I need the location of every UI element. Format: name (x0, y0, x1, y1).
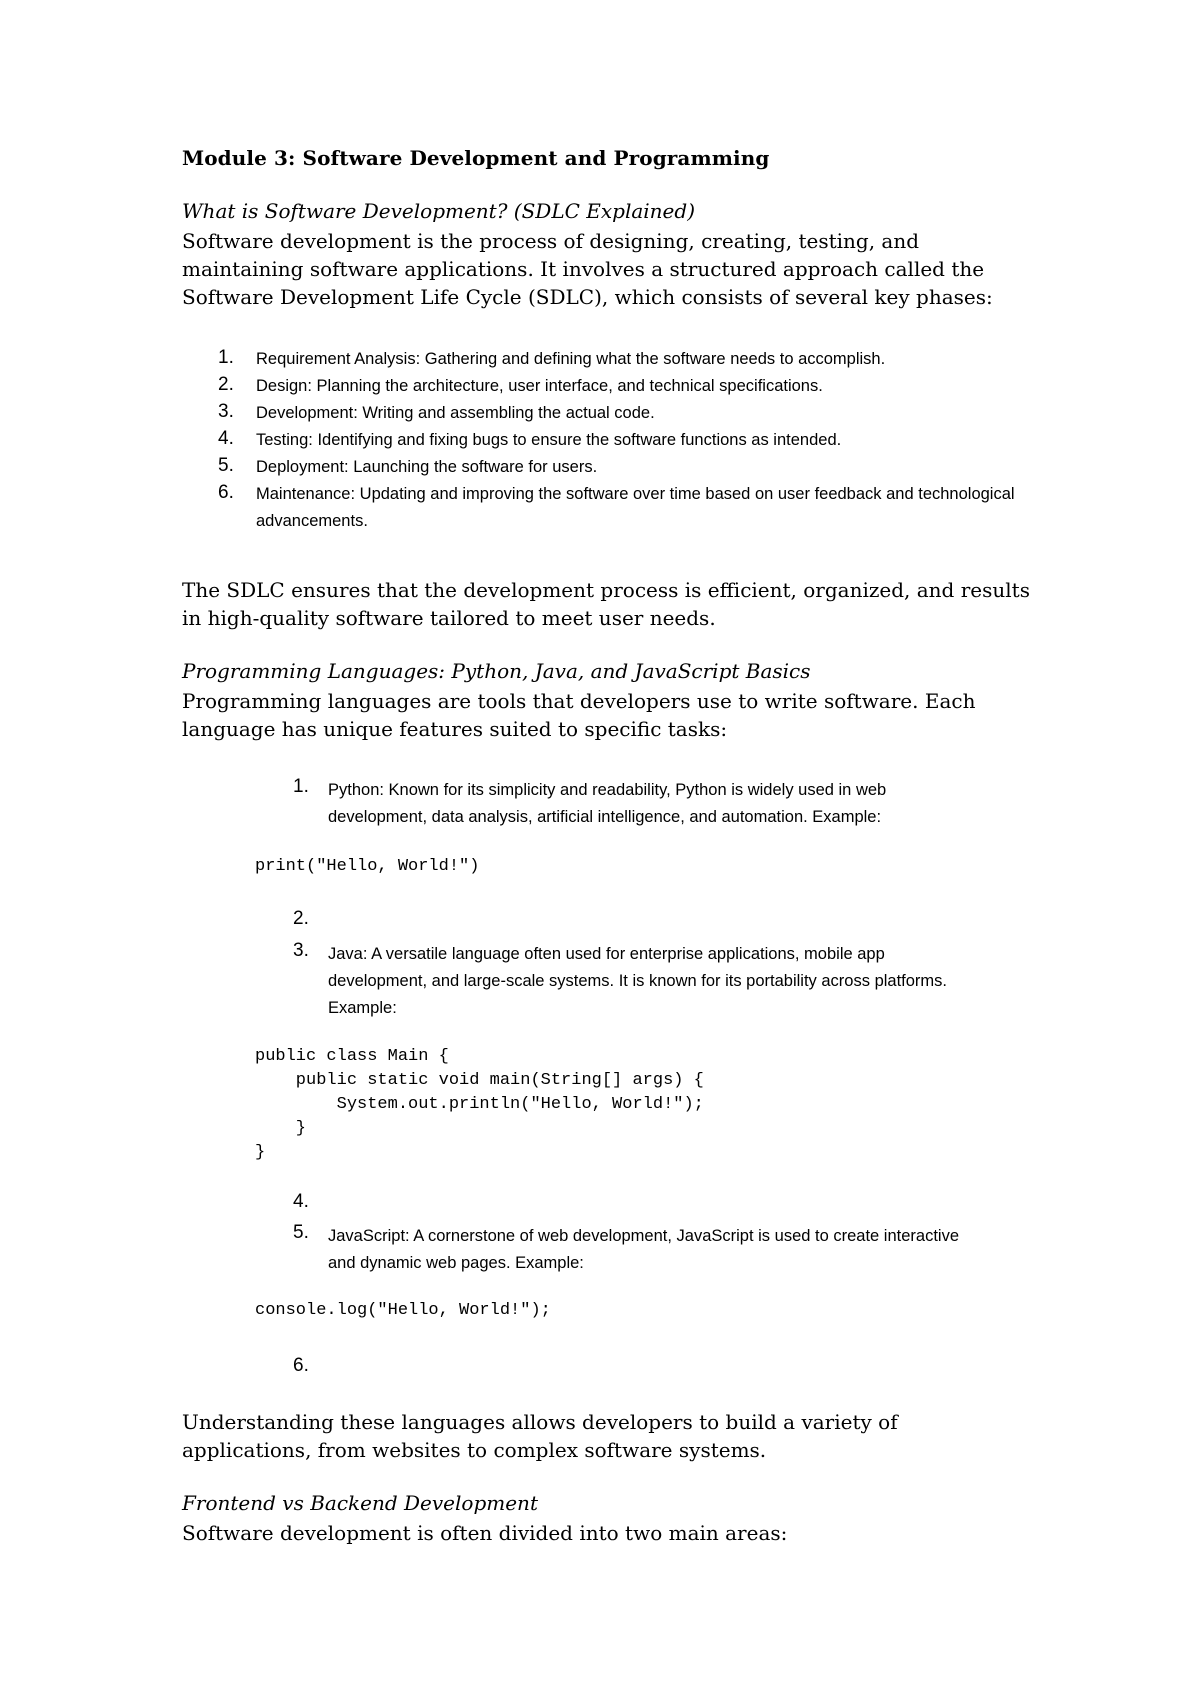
java-description: Java: A versatile language often used for enterprise applications, mobile app development, and large-scale systems. It is known for its portability across platforms. Example: (328, 945, 947, 1017)
languages-outro-paragraph: Understanding these languages allows developers to build a variety of applications, from websites to complex software systems. (182, 1410, 898, 1462)
list-item (218, 427, 1018, 454)
list-item (218, 454, 1018, 481)
list-number: 1. (218, 347, 234, 368)
list-item-text: Deployment: Launching the software for users. (256, 458, 598, 476)
list-item (218, 400, 1018, 427)
list-number: 6. (293, 1355, 309, 1376)
section-heading-languages: Programming Languages: Python, Java, and JavaScript Basics (182, 659, 811, 683)
frontend-backend-intro-paragraph: Software development is often divided into two main areas: (182, 1521, 788, 1545)
list-number: 4. (293, 1191, 309, 1212)
python-code-sample: print("Hello, World!") (255, 857, 480, 876)
section-heading-sdlc: What is Software Development? (SDLC Explained) (182, 199, 695, 223)
section-heading-frontend-backend: Frontend vs Backend Development (182, 1491, 538, 1515)
sdlc-intro-paragraph: Software development is the process of designing, creating, testing, and maintaining software applications. It involves a structured approach called the Software Development Life Cycle (SDLC), which consists of several key phases: (182, 229, 993, 309)
list-number: 2. (218, 374, 234, 395)
list-item-text: Testing: Identifying and fixing bugs to ensure the software functions as intended. (256, 431, 842, 449)
javascript-code-sample: console.log("Hello, World!"); (255, 1301, 551, 1320)
list-item (218, 481, 1018, 535)
java-code-sample: public class Main { public static void main(String[] args) { System.out.println("Hello, World!"); } } (255, 1047, 704, 1162)
list-number: 4. (218, 428, 234, 449)
list-number: 5. (218, 455, 234, 476)
list-number: 1. (293, 776, 309, 797)
list-item-text: Maintenance: Updating and improving the software over time based on user feedback and technological advancements. (256, 485, 1015, 530)
list-item-text: Requirement Analysis: Gathering and defining what the software needs to accomplish. (256, 350, 886, 368)
sdlc-phase-list (218, 346, 1018, 535)
sdlc-outro-paragraph: The SDLC ensures that the development process is efficient, organized, and results in high-quality software tailored to meet user needs. (182, 578, 1030, 630)
languages-intro-paragraph: Programming languages are tools that developers use to write software. Each language has unique features suited to specific tasks: (182, 689, 976, 741)
list-item-text: Development: Writing and assembling the actual code. (256, 404, 655, 422)
list-item (218, 373, 1018, 400)
list-number: 5. (293, 1222, 309, 1243)
document-title: Module 3: Software Development and Programming (182, 146, 770, 170)
javascript-description: JavaScript: A cornerstone of web development, JavaScript is used to create interactive and dynamic web pages. Example: (328, 1227, 959, 1272)
list-item-text: Design: Planning the architecture, user interface, and technical specifications. (256, 377, 823, 395)
list-number: 3. (293, 940, 309, 961)
list-number: 6. (218, 482, 234, 503)
python-description: Python: Known for its simplicity and readability, Python is widely used in web development, data analysis, artificial intelligence, and automation. Example: (328, 781, 887, 826)
list-item (218, 346, 1018, 373)
list-number: 3. (218, 401, 234, 422)
list-number: 2. (293, 908, 309, 929)
